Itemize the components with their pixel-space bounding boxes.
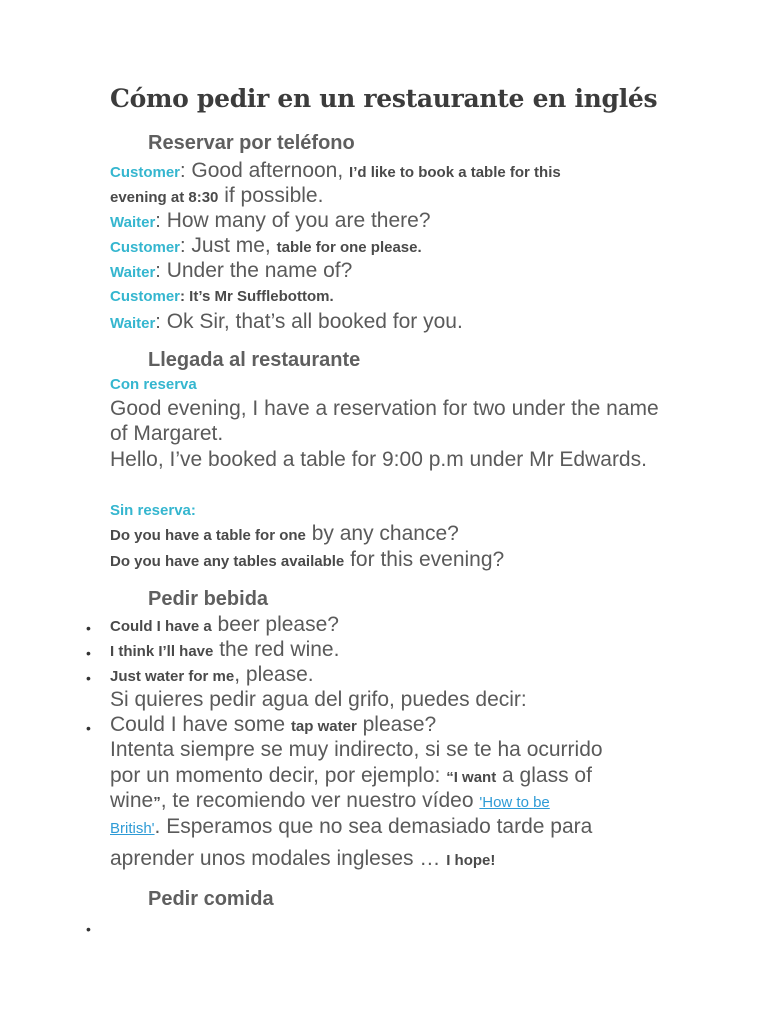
dialog-text: if possible. bbox=[218, 184, 324, 207]
dialog-text-bold: evening at 8:30 bbox=[110, 189, 219, 206]
advice-text: wine bbox=[110, 789, 154, 812]
heading-llegada: Llegada al restaurante bbox=[148, 349, 361, 371]
dialog-text-bold: : It’s Mr Sufflebottom. bbox=[180, 288, 334, 305]
dialog-text: Good afternoon, bbox=[185, 159, 350, 182]
item-text-bold: Just water for me bbox=[110, 668, 235, 685]
advice-quote-bold: ” bbox=[153, 794, 161, 811]
advice-line-4 bbox=[110, 816, 592, 837]
item-text: the red wine. bbox=[213, 638, 340, 661]
video-link-how-to-be[interactable]: 'How to be bbox=[479, 794, 550, 811]
drink-item-tap-water bbox=[110, 714, 436, 735]
advice-text: por un momento decir, por ejemplo: bbox=[110, 764, 447, 787]
bullet-icon: • bbox=[86, 620, 91, 636]
video-link-british[interactable]: British' bbox=[110, 820, 155, 837]
dialog-text: Just me, bbox=[185, 234, 277, 257]
advice-line-2 bbox=[110, 765, 592, 786]
drink-item-water bbox=[110, 664, 314, 685]
item-text: , please. bbox=[234, 663, 314, 686]
dialog-line-1 bbox=[110, 160, 561, 181]
bullet-icon: • bbox=[86, 670, 91, 686]
speaker-label: Waiter bbox=[110, 315, 156, 332]
item-text-bold: Could I have a bbox=[110, 618, 212, 635]
speaker-colon: : bbox=[180, 160, 186, 182]
advice-line-1: Intenta siempre se muy indirecto, si se te ha ocurrido bbox=[110, 738, 603, 761]
question-text: by any chance? bbox=[305, 522, 459, 545]
question-text: for this evening? bbox=[344, 548, 505, 571]
dialog-line-3 bbox=[110, 210, 431, 231]
bullet-icon: • bbox=[86, 921, 91, 937]
paragraph-reservation-margaret: Good evening, I have a reservation for two under the name of Margaret. bbox=[110, 397, 659, 445]
speaker-label: Customer bbox=[110, 288, 181, 305]
heading-bebida: Pedir bebida bbox=[148, 588, 269, 610]
dialog-line-4 bbox=[110, 235, 422, 256]
advice-text: a glass of bbox=[496, 764, 592, 787]
speaker-label: Customer bbox=[110, 164, 181, 181]
item-text: please? bbox=[356, 713, 437, 736]
speaker-colon: : bbox=[155, 311, 161, 333]
advice-line-5 bbox=[110, 848, 495, 869]
speaker-label: Customer bbox=[110, 239, 181, 256]
question-text-bold: Do you have a table for one bbox=[110, 527, 306, 544]
drink-item-beer bbox=[110, 614, 339, 635]
dialog-text: Under the name of? bbox=[160, 259, 353, 282]
advice-text: , te recomiendo ver nuestro vídeo bbox=[160, 789, 480, 812]
paragraph-booked-edwards: Hello, I’ve booked a table for 9:00 p.m under Mr Edwards. bbox=[110, 448, 647, 471]
heading-comida: Pedir comida bbox=[148, 888, 274, 910]
dialog-text-bold: I’d like to book a table for this bbox=[349, 164, 561, 181]
advice-quote-bold: “I want bbox=[446, 769, 497, 786]
dialog-line-6 bbox=[110, 289, 334, 305]
bullet-icon: • bbox=[86, 720, 91, 736]
question-text-bold: Do you have any tables available bbox=[110, 553, 345, 570]
advice-line-3 bbox=[110, 790, 550, 811]
dialog-text-bold: table for one please. bbox=[276, 239, 422, 256]
item-text: Could I have some bbox=[110, 713, 291, 736]
question-line-1 bbox=[110, 523, 459, 544]
dialog-text: How many of you are there? bbox=[160, 209, 431, 232]
drink-item-red-wine bbox=[110, 639, 339, 660]
dialog-line-7 bbox=[110, 311, 463, 332]
item-text-bold: tap water bbox=[290, 718, 357, 735]
speaker-label: Waiter bbox=[110, 264, 156, 281]
advice-text: aprender unos modales ingleses … bbox=[110, 847, 447, 870]
tap-water-intro: Si quieres pedir agua del grifo, puedes decir: bbox=[110, 688, 527, 711]
heading-reservar: Reservar por teléfono bbox=[148, 132, 355, 154]
speaker-label: Waiter bbox=[110, 214, 156, 231]
subheading-con-reserva: Con reserva bbox=[110, 376, 197, 393]
page-title: Cómo pedir en un restaurante en inglés bbox=[110, 84, 658, 113]
item-text: beer please? bbox=[211, 613, 339, 636]
question-line-2 bbox=[110, 549, 504, 570]
item-text-bold: I think I’ll have bbox=[110, 643, 214, 660]
advice-hope-bold: I hope! bbox=[446, 852, 496, 869]
bullet-icon: • bbox=[86, 645, 91, 661]
dialog-text: Ok Sir, that’s all booked for you. bbox=[160, 310, 463, 333]
dialog-line-5 bbox=[110, 260, 352, 281]
subheading-sin-reserva: Sin reserva: bbox=[110, 502, 196, 519]
speaker-colon: : bbox=[155, 210, 161, 232]
dialog-line-2 bbox=[110, 185, 323, 206]
speaker-colon: : bbox=[155, 260, 161, 282]
advice-text: . Esperamos que no sea demasiado tarde para bbox=[154, 815, 593, 838]
speaker-colon: : bbox=[180, 235, 186, 257]
